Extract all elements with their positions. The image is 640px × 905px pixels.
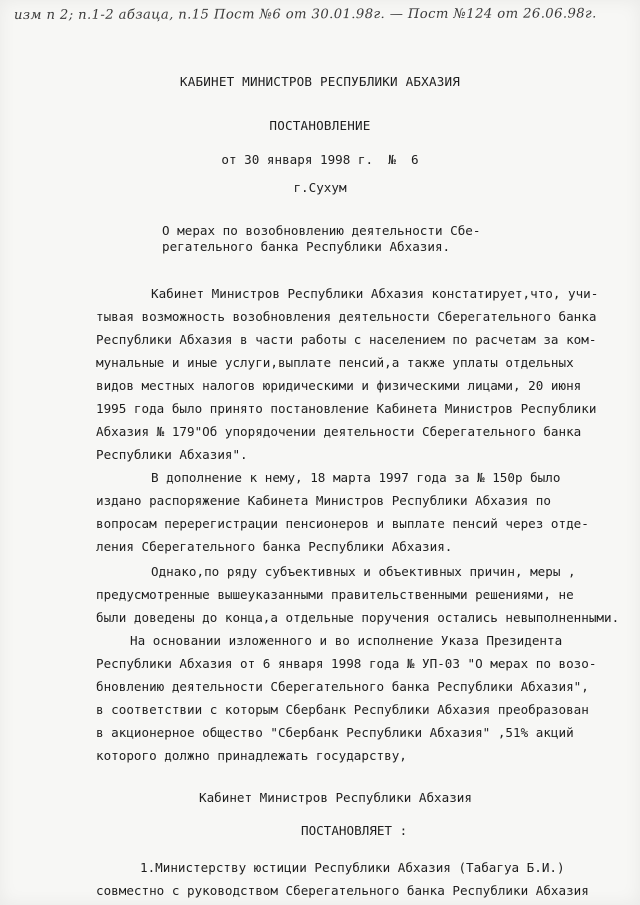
date-number-line: от 30 января 1998 г. № 6 (221, 152, 419, 167)
paragraph-line: предусмотренные вышеуказанными правительственными решениями, не (96, 587, 574, 602)
paragraph-line: Однако,по ряду субъективных и объективных причин, меры , (151, 564, 576, 579)
subject-line: регательного банка Республики Абхазия. (162, 239, 451, 254)
paragraph-line: Республики Абхазия от 6 января 1998 года № УП-03 "О мерах по возо- (96, 656, 597, 671)
paragraph-line: были доведены до конца,а отдельные поручения остались невыполненными. (96, 610, 620, 625)
paragraph-line: Кабинет Министров Республики Абхазия констатирует,что, учи- (151, 286, 599, 301)
city-line: г.Сухум (293, 180, 347, 195)
paragraph-line: Республики Абхазия в части работы с населением по расчетам за ком- (96, 332, 597, 347)
paragraph-line: бновлению деятельности Сберегательного банка Республики Абхазия", (96, 679, 589, 694)
paragraph-line: В дополнение к нему, 18 марта 1997 года за № 150р было (151, 470, 561, 485)
organization-heading: КАБИНЕТ МИНИСТРОВ РЕСПУБЛИКИ АБХАЗИЯ (179, 74, 461, 89)
resolution-decree-line: ПОСТАНОВЛЯЕТ : (301, 823, 408, 838)
paragraph-line: в акционерное общество "Сбербанк Республики Абхазия" ,51% акций (96, 725, 574, 740)
paragraph-line: видов местных налогов юридическими и физическими лицами, 20 июня (96, 378, 582, 393)
item-line: 1.Министерству юстиции Республики Абхазия (Табагуа Б.И.) (140, 860, 565, 875)
paragraph-line: тывая возможность возобновления деятельности Сберегательного банка (96, 309, 597, 324)
paragraph-line: 1995 года было принято постановление Кабинета Министров Республики (96, 401, 597, 416)
paragraph-line: издано распоряжение Кабинета Министров Республики Абхазия по (96, 493, 551, 508)
paragraph-line: мунальные и иные услуги,выплате пенсий,а также уплаты отдельных (96, 355, 574, 370)
paragraph-line: в соответствии с которым Сбербанк Республики Абхазия преобразован (96, 702, 589, 717)
document-type-heading: ПОСТАНОВЛЕНИЕ (269, 118, 371, 133)
item-line: совместно с руководством Сберегательного банка Республики Абхазия (96, 883, 589, 898)
paragraph-line: которого должно принадлежать государству, (96, 748, 407, 763)
paragraph-line: Республики Абхазия". (96, 447, 248, 462)
resolution-body-line: Кабинет Министров Республики Абхазия (199, 790, 472, 805)
paragraph-line: ления Сберегательного банка Республики Абхазия. (96, 539, 453, 554)
paragraph-line: вопросам перерегистрации пенсионеров и выплате пенсий через отде- (96, 516, 589, 531)
handwritten-annotation: изм п 2; п.1-2 абзаца, п.15 Пост №6 от 30.01.98г. — Пост №124 от 26.06.98г. (14, 6, 597, 23)
paragraph-line: На основании изложенного и во исполнение Указа Президента (130, 633, 563, 648)
subject-line: О мерах по возобновлению деятельности Сбе- (162, 223, 481, 238)
paragraph-line: Абхазия № 179"Об упорядочении деятельности Сберегательного банка (96, 424, 582, 439)
